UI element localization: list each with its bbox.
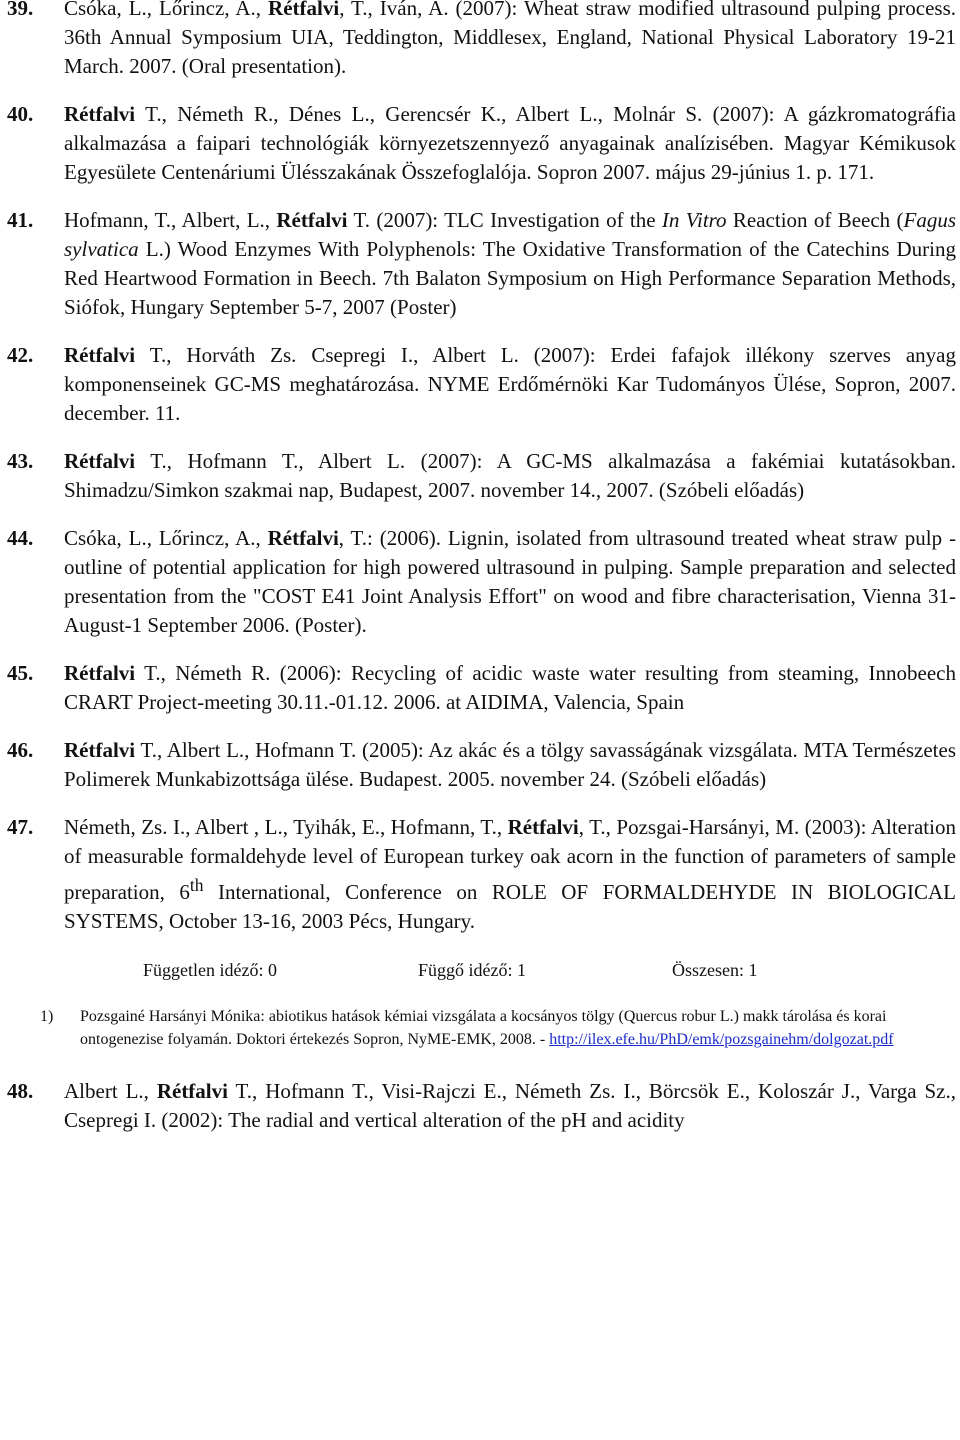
- entry-number: 39.: [7, 0, 34, 20]
- entry-text: [64, 813, 956, 936]
- citation-counts: [0, 955, 960, 985]
- author-highlight: Rétfalvi: [64, 343, 136, 367]
- text-run: Csóka, L., Lőrincz, A.,: [64, 0, 269, 20]
- publication-entry: [0, 659, 960, 717]
- text-run: , T., Iván, A. (2007): Wheat straw modified ultrasound pulping process. 36th Annual Symposium UIA, Teddington, Middlesex, England, National Physical Laboratory 19-21 March. 2007. (Oral presentation).: [64, 0, 956, 78]
- text-run: Reaction of Beech (: [726, 208, 904, 232]
- entry-text: [64, 447, 956, 505]
- author-highlight: Rétfalvi: [64, 449, 136, 473]
- entry-number: 44.: [7, 526, 34, 550]
- publication-list-continued: [0, 1077, 960, 1135]
- entry-number: 45.: [7, 661, 34, 685]
- author-highlight: Rétfalvi: [156, 1079, 228, 1103]
- entry-number: 42.: [7, 343, 34, 367]
- dependent-citations: Függő idéző: 1: [418, 960, 526, 980]
- text-run: Hofmann, T., Albert, L.,: [64, 208, 277, 232]
- entry-number: 47.: [7, 815, 34, 839]
- publication-entry: [0, 206, 960, 322]
- footnote-link[interactable]: http://ilex.efe.hu/PhD/emk/pozsgainehm/dolgozat.pdf: [549, 1031, 894, 1048]
- entry-text: [64, 341, 956, 428]
- footnote-mark: 1): [40, 1008, 54, 1025]
- entry-number: 40.: [7, 102, 34, 126]
- entry-number: 43.: [7, 449, 34, 473]
- publication-entry: [0, 447, 960, 505]
- text-run: T., Hofmann T., Albert L. (2007): A GC-MS alkalmazása a fakémiai kutatásokban. Shimadzu/Simkon szakmai nap, Budapest, 2007. november 14., 2007. (Szóbeli előadás): [64, 449, 956, 502]
- text-run: Csóka, L., Lőrincz, A.,: [64, 526, 268, 550]
- publication-entry: [0, 0, 960, 81]
- entry-number: 46.: [7, 738, 34, 762]
- text-run: T., Németh R. (2006): Recycling of acidic waste water resulting from steaming, Innobeech CRART Project-meeting 30.11.-01.12. 2006. at AIDIMA, Valencia, Spain: [64, 661, 956, 714]
- entry-text: [64, 100, 956, 187]
- text-run: L.) Wood Enzymes With Polyphenols: The Oxidative Transformation of the Catechins During Red Heartwood Formation in Beech. 7th Balaton Symposium on High Performance Separation Methods, Siófok, Hungary September 5-7, 2007 (Poster): [64, 237, 956, 319]
- footnote-body: [80, 1005, 946, 1051]
- publication-entry: [0, 341, 960, 428]
- entry-text: [64, 659, 956, 717]
- text-run: , T.: (2006). Lignin, isolated from ultrasound treated wheat straw pulp - outline of potential application for high powered ultrasound in pulping. Sample preparation and selected presentation from the "COST E41 Joint Analysis Effort" on wood and fibre characterisation, Vienna 31-August-1 September 2006. (Poster).: [64, 526, 956, 637]
- text-run: T., Németh R., Dénes L., Gerencsér K., Albert L., Molnár S. (2007): A gázkromatográfia alkalmazása a faipari technológiák környezetszennyező anyagainak analízisében. Magyar Kémikusok Egyesülete Centenáriumi Ülésszakának Összefoglalója. Sopron 2007. május 29-június 1. p. 171.: [64, 102, 956, 184]
- entry-number: 41.: [7, 208, 34, 232]
- entry-number: 48.: [7, 1079, 34, 1103]
- publication-entry: [0, 100, 960, 187]
- text-run: International, Conference on ROLE OF FORMALDEHYDE IN BIOLOGICAL SYSTEMS, October 13-16, 2003 Pécs, Hungary.: [64, 880, 956, 933]
- text-run: , T., Pozsgai-Harsányi, M. (2003): Alteration of measurable formaldehyde level of European turkey oak acorn in the function of parameters of sample preparation, 6: [64, 815, 956, 904]
- publication-entry: [0, 736, 960, 794]
- entry-text: [64, 206, 956, 322]
- publication-entry: [0, 524, 960, 640]
- entry-text: [64, 0, 956, 81]
- author-highlight: Rétfalvi: [267, 526, 339, 550]
- footnote: [0, 1005, 960, 1051]
- author-highlight: Rétfalvi: [64, 102, 136, 126]
- publication-entry: [0, 813, 960, 936]
- footnote-text: Pozsgainé Harsányi Mónika: abiotikus hatások kémiai vizsgálata a kocsányos tölgy (Quercus robur L.) makk tárolása és korai ontogenezise folyamán. Doktori értekezés Sopron, NyME-EMK, 2008. -: [80, 1008, 887, 1048]
- total-citations: Összesen: 1: [672, 960, 758, 980]
- entry-text: [64, 736, 956, 794]
- italic-text: Fagus sylvatica: [64, 208, 956, 261]
- independent-citations: Független idéző: 0: [143, 960, 277, 980]
- text-run: Albert L.,: [64, 1079, 157, 1103]
- superscript: th: [189, 875, 204, 895]
- text-run: T., Hofmann T., Visi-Rajczi E., Németh Zs. I., Börcsök E., Koloszár J., Varga Sz., Csepregi I. (2002): The radial and vertical alteration of the pH and acidity: [64, 1079, 957, 1132]
- entry-text: [64, 1077, 956, 1135]
- italic-text: In Vitro: [661, 208, 727, 232]
- author-highlight: Rétfalvi: [268, 0, 340, 20]
- author-highlight: Rétfalvi: [276, 208, 348, 232]
- publication-entry: [0, 1077, 960, 1135]
- text-run: T. (2007): TLC Investigation of the: [347, 208, 662, 232]
- author-highlight: Rétfalvi: [64, 738, 136, 762]
- entry-text: [64, 524, 956, 640]
- text-run: T., Horváth Zs. Csepregi I., Albert L. (2007): Erdei fafajok illékony szerves anyag komponenseinek GC-MS meghatározása. NYME Erdőmérnöki Kar Tudományos Ülése, Sopron, 2007. december. 11.: [64, 343, 956, 425]
- text-run: Németh, Zs. I., Albert , L., Tyihák, E., Hofmann, T.,: [64, 815, 508, 839]
- author-highlight: Rétfalvi: [507, 815, 579, 839]
- text-run: T., Albert L., Hofmann T. (2005): Az akác és a tölgy savasságának vizsgálata. MTA Természetes Polimerek Munkabizottsága ülése. Budapest. 2005. november 24. (Szóbeli előadás): [64, 738, 956, 791]
- author-highlight: Rétfalvi: [64, 661, 136, 685]
